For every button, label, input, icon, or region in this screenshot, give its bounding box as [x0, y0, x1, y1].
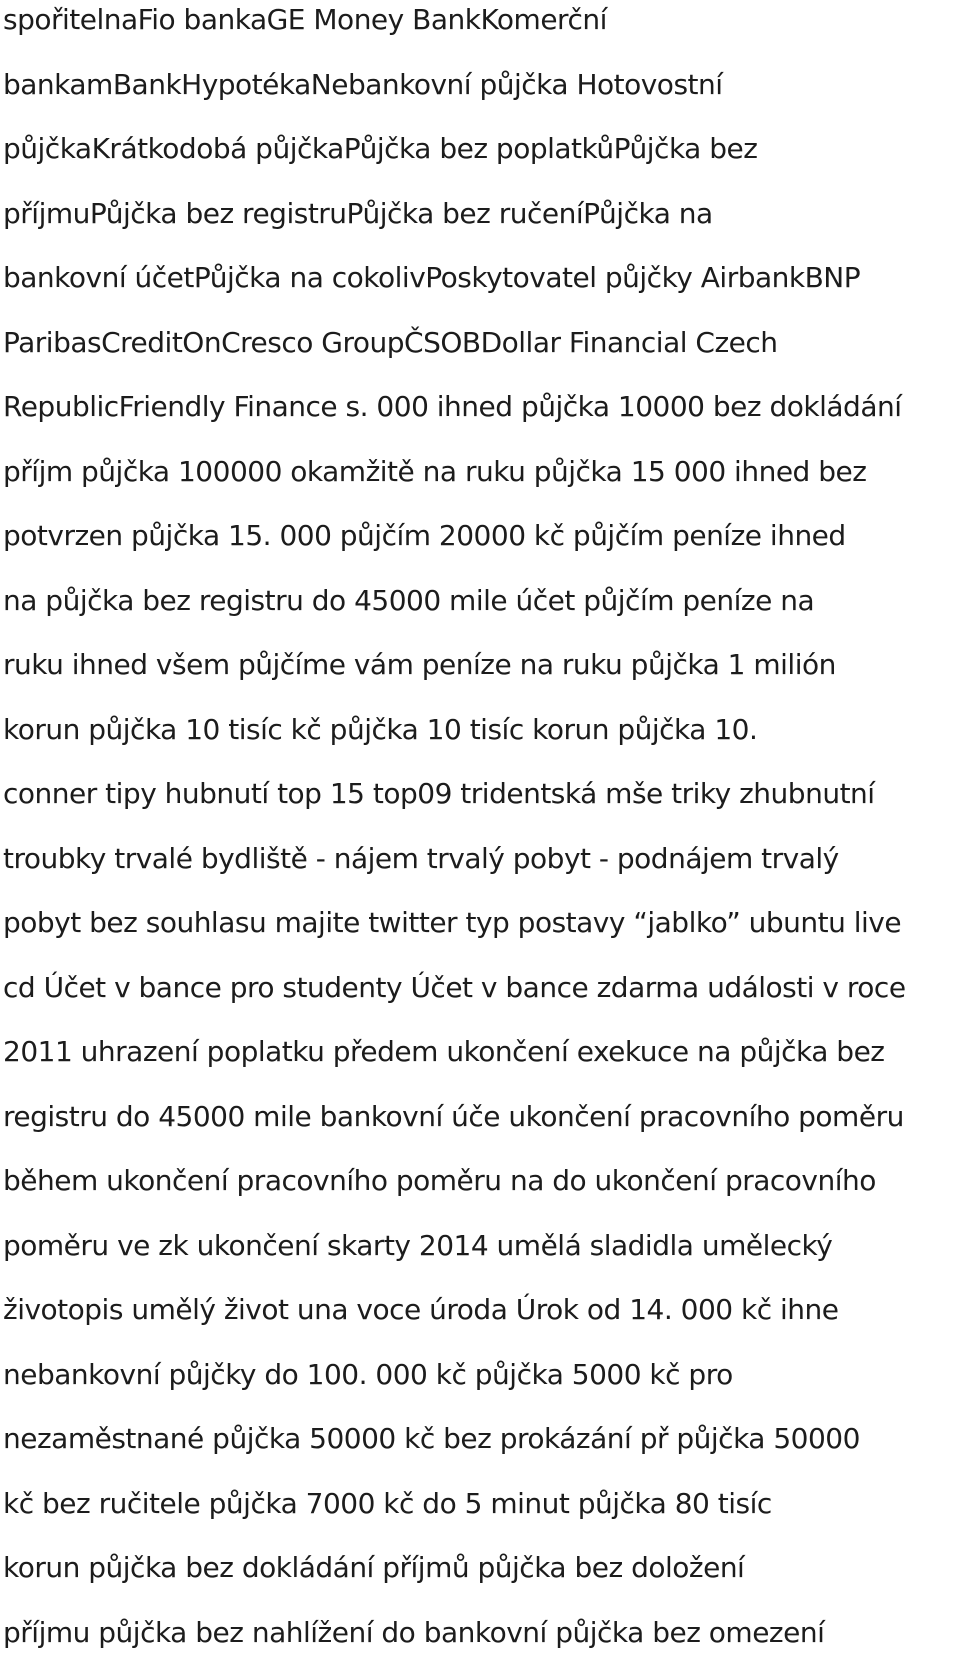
- text-line: pobyt bez souhlasu majite twitter typ postavy “jablko” ubuntu live: [3, 901, 960, 966]
- text-line: životopis umělý život una voce úroda Úrok od 14. 000 kč ihne: [3, 1288, 960, 1353]
- text-line: ruku ihned všem půjčíme vám peníze na ruku půjčka 1 milión: [3, 643, 960, 708]
- text-line: potvrzen půjčka 15. 000 půjčím 20000 kč půjčím peníze ihned: [3, 514, 960, 579]
- text-line: příjmu půjčka bez nahlížení do bankovní půjčka bez omezení: [3, 1611, 960, 1675]
- text-line: conner tipy hubnutí top 15 top09 tridentská mše triky zhubnutní: [3, 772, 960, 837]
- text-line: ParibasCreditOnCresco GroupČSOBDollar Financial Czech: [3, 321, 960, 386]
- text-line: troubky trvalé bydliště - nájem trvalý pobyt - podnájem trvalý: [3, 837, 960, 902]
- text-line: během ukončení pracovního poměru na do ukončení pracovního: [3, 1159, 960, 1224]
- text-line: nebankovní půjčky do 100. 000 kč půjčka 5000 kč pro: [3, 1353, 960, 1418]
- text-line: bankamBankHypotékaNebankovní půjčka Hotovostní: [3, 63, 960, 128]
- text-line: příjm půjčka 100000 okamžitě na ruku půjčka 15 000 ihned bez: [3, 450, 960, 515]
- text-line: spořitelnaFio bankaGE Money BankKomerční: [3, 0, 960, 63]
- text-line: bankovní účetPůjčka na cokolivPoskytovatel půjčky AirbankBNP: [3, 256, 960, 321]
- text-line: cd Účet v bance pro studenty Účet v bance zdarma události v roce: [3, 966, 960, 1031]
- text-line: RepublicFriendly Finance s. 000 ihned půjčka 10000 bez dokládání: [3, 385, 960, 450]
- text-line: poměru ve zk ukončení skarty 2014 umělá sladidla umělecký: [3, 1224, 960, 1289]
- text-line: kč bez ručitele půjčka 7000 kč do 5 minut půjčka 80 tisíc: [3, 1482, 960, 1547]
- text-line: příjmuPůjčka bez registruPůjčka bez ručeníPůjčka na: [3, 192, 960, 257]
- text-line: půjčkaKrátkodobá půjčkaPůjčka bez poplatkůPůjčka bez: [3, 127, 960, 192]
- text-line: korun půjčka 10 tisíc kč půjčka 10 tisíc korun půjčka 10.: [3, 708, 960, 773]
- text-line: 2011 uhrazení poplatku předem ukončení exekuce na půjčka bez: [3, 1030, 960, 1095]
- text-line: na půjčka bez registru do 45000 mile účet půjčím peníze na: [3, 579, 960, 644]
- text-line: korun půjčka bez dokládání příjmů půjčka bez doložení: [3, 1546, 960, 1611]
- text-line: registru do 45000 mile bankovní úče ukončení pracovního poměru: [3, 1095, 960, 1160]
- document-page: [3, 0, 960, 1654]
- text-line: nezaměstnané půjčka 50000 kč bez prokázání př půjčka 50000: [3, 1417, 960, 1482]
